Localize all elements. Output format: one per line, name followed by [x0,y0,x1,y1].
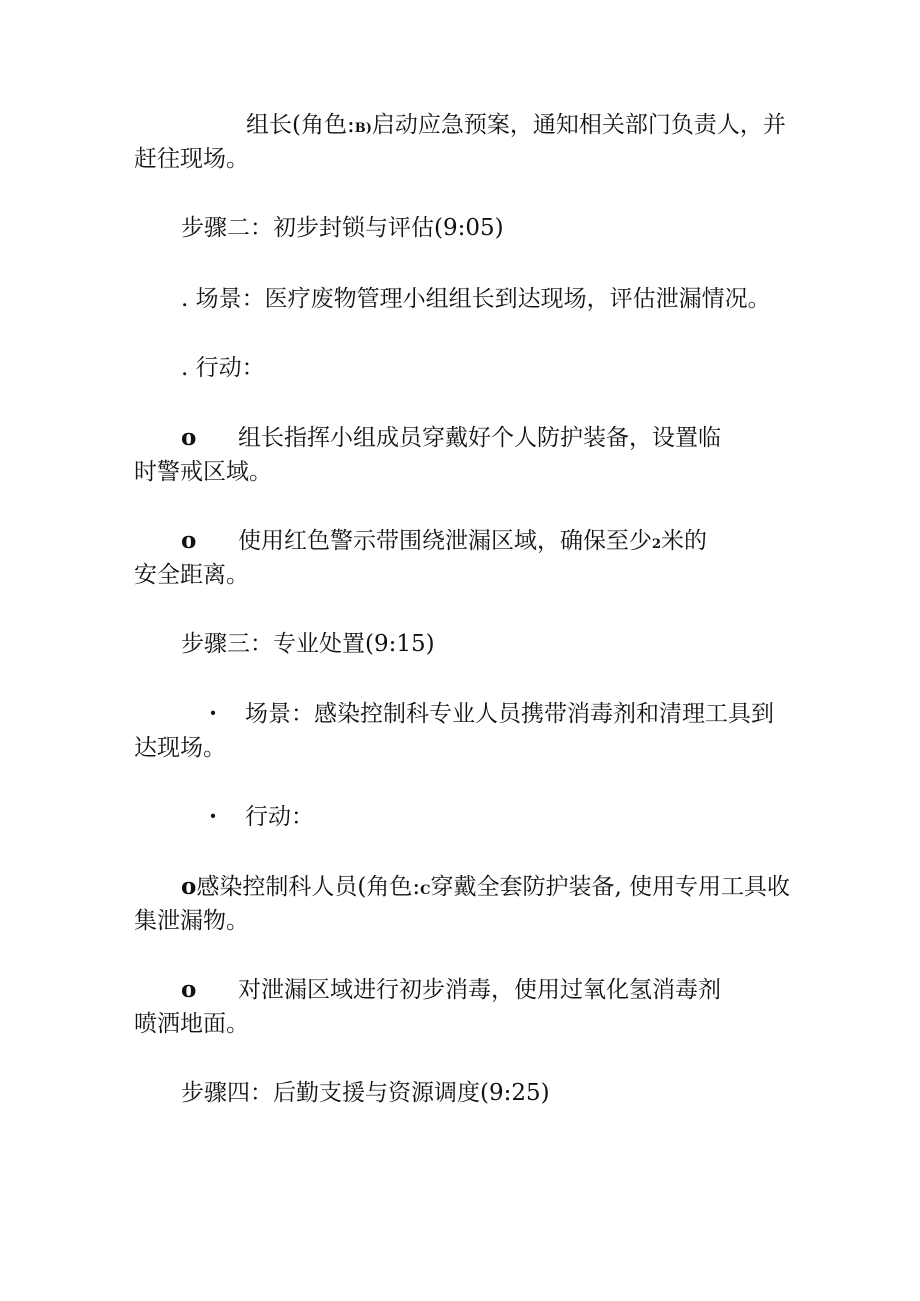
text-segment: 组长指挥小组成员穿戴好个人防护装备，设置临 [238,425,721,451]
step-three-heading: 步骤三：专业处置(9:15) [181,631,435,657]
step-two-action-item-1-line1 [181,421,721,455]
bullet-circle-icon: o [181,976,197,1003]
text-segment: 米的 [661,528,708,554]
step-four-heading: 步骤四：后勤支援与资源调度(9:25) [181,1080,550,1106]
bullet-dot-icon: · [208,700,217,727]
distance-number: 2 [652,537,662,552]
step-two-action-item-2-line1 [181,524,707,562]
step-two-action-item-1-line2: 时警戒区域。 [134,459,272,485]
step-three-action-label [181,800,314,834]
bullet-dot-icon: · [208,803,217,830]
text-segment: 穿戴全套防护装备, 使用专用工具收 [430,874,791,900]
text-segment: 使用红色警示带围绕泄漏区域，确保至少 [238,528,652,554]
text-segment: 启动应急预案，通知相关部门负责人，并 [371,112,786,138]
paragraph-leader-line1 [246,108,786,146]
step-two-action-label: . 行动： [181,355,265,381]
step-two-heading: 步骤二：初步封锁与评估(9:05) [181,215,504,241]
step-three-scene-line1 [181,697,774,731]
role-code: C [420,883,431,898]
bullet-circle-icon: o [181,527,197,554]
bullet-circle-icon: o [181,873,197,900]
bullet-circle-icon: o [181,424,197,451]
paragraph-leader-line2: 赶往现场。 [134,146,249,172]
text-segment: 对泄漏区域进行初步消毒，使用过氧化氢消毒剂 [238,977,721,1003]
step-three-action-item-1-line2: 集泄漏物。 [134,908,249,934]
text-segment: 感染控制科人员(角色: [196,874,421,900]
text-segment: 行动： [245,804,314,830]
step-three-scene-line2: 达现场。 [134,735,226,761]
text-segment: 场景：感染控制科专业人员携带消毒剂和清理工具到 [245,701,774,727]
step-three-action-item-2-line1 [181,973,721,1007]
step-two-action-item-2-line2: 安全距离。 [134,562,249,588]
text-segment: 组长(角色: [246,112,355,138]
step-three-action-item-2-line2: 喷洒地面。 [134,1011,249,1037]
step-three-action-item-1-line1 [181,870,790,908]
role-code: B) [354,121,372,136]
step-two-scene: . 场景：医疗废物管理小组组长到达现场，评估泄漏情况。 [181,286,771,312]
